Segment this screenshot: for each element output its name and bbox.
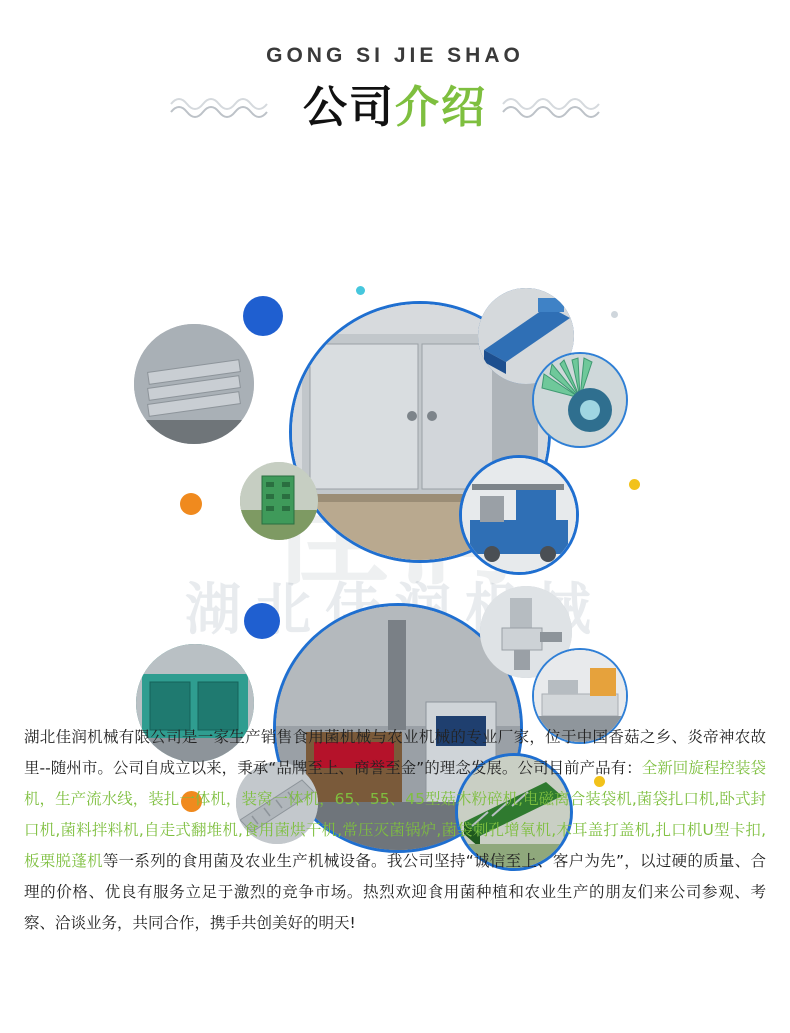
page-title-black: 公司 — [303, 82, 395, 133]
decor-dot-yellow-right — [629, 479, 640, 490]
plastic-rack-illustration — [240, 462, 318, 540]
left-squiggle-icon — [169, 98, 289, 118]
header-pinyin: GONG SI JIE SHAO — [266, 44, 524, 67]
decor-dot-gray-top — [611, 311, 618, 318]
decor-dot-orange-left — [180, 493, 202, 515]
photo-blue-bagging-machine — [462, 458, 576, 572]
description-part-1: 湖北佳润机械有限公司是一家生产销售食用菌机械与农业机械的专业厂家，位于中国香菇之乡、炎帝神农故里--随州市。公司自成立以来，秉承“品牌至上、商誉至金”的理念发展。公司目前产品有： — [24, 728, 766, 777]
bagging-machine-illustration — [462, 458, 576, 572]
photo-stainless-steel-trays — [134, 324, 254, 444]
company-description — [24, 722, 766, 939]
page-title — [303, 82, 487, 133]
right-squiggle-icon — [501, 98, 621, 118]
photo-green-plastic-rack — [240, 462, 318, 540]
decor-dot-cyan-top — [356, 286, 365, 295]
description-part-2: 等一系列的食用菌及农业生产机械设备。我公司坚持“诚信至上、客户为先”，以过硬的质量、合理的价格、优良有服务立足于激烈的竞争市场。热烈欢迎食用菌种植和农业生产的朋友们来公司参观、考察、洽谈业务，共同合作，携手共创美好的明天! — [24, 852, 766, 932]
page-header — [0, 0, 790, 133]
page-title-green: 介绍 — [395, 82, 487, 133]
fan-nozzle-illustration — [534, 354, 626, 446]
header-title-row — [0, 82, 790, 133]
photo-green-nozzle-fan — [534, 354, 626, 446]
description-product-list: 全新回旋程控装袋机，生产流水线，装扎一体机，装窝一体机，65、55、45型菇木粉碎机,电磁离合装袋机,菌袋扎口机,卧式封口机,菌料拌料机,自走式翻堆机,食用菌烘干机,常压灭菌锅炉,菌袋刺孔增氧机,木耳盖打盖机,扎口机U型卡扣,板栗脱蓬机 — [24, 759, 766, 870]
product-photo-collage — [0, 136, 790, 696]
steel-trays-illustration — [134, 324, 254, 444]
decor-dot-blue-mid — [244, 603, 280, 639]
decor-dot-blue-top — [243, 296, 283, 336]
